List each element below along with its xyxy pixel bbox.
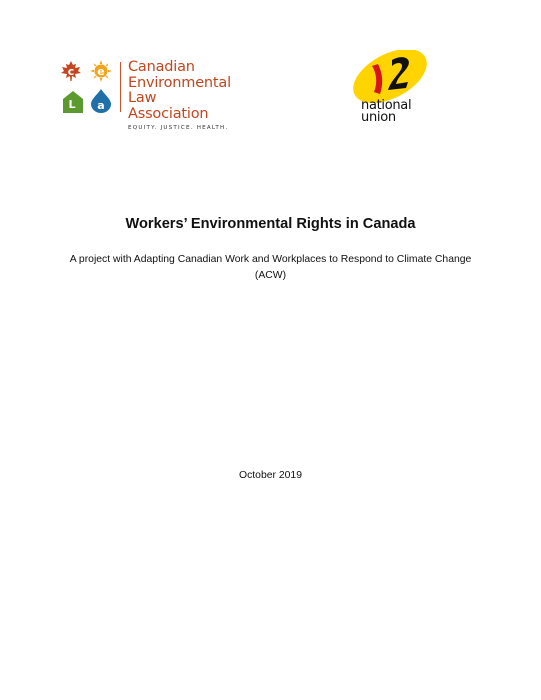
cela-logo-grid <box>60 60 114 114</box>
cela-divider <box>120 62 121 112</box>
cela-letter-a: a <box>97 98 105 112</box>
national-union-logo <box>348 50 433 135</box>
sun-icon <box>90 60 112 82</box>
cela-letter-e: e <box>97 64 105 78</box>
maple-leaf-icon <box>60 60 82 82</box>
national-union-line-2: union <box>361 110 396 125</box>
cela-letter-l: L <box>68 97 76 111</box>
national-union-emblem-icon <box>348 50 433 105</box>
cela-letter-c: c <box>67 64 75 78</box>
water-drop-icon <box>90 90 112 112</box>
document-date: October 2019 <box>239 470 302 481</box>
document-subtitle: A project with Adapting Canadian Work and Workplaces to Respond to Climate Change (ACW) <box>69 254 472 281</box>
national-union-wordmark <box>361 100 411 124</box>
cela-name-line-3: Association <box>128 105 209 122</box>
house-icon <box>62 91 84 113</box>
cela-wordmark <box>128 60 253 131</box>
document-title: Workers’ Environmental Rights in Canada <box>125 216 416 232</box>
cela-tagline: EQUITY. JUSTICE. HEALTH. <box>128 125 229 131</box>
cela-name-line-2: Environmental Law <box>128 74 231 106</box>
national-union-line-1: national <box>361 98 412 113</box>
cela-logo <box>60 59 250 131</box>
cela-name-line-1: Canadian <box>128 59 195 75</box>
